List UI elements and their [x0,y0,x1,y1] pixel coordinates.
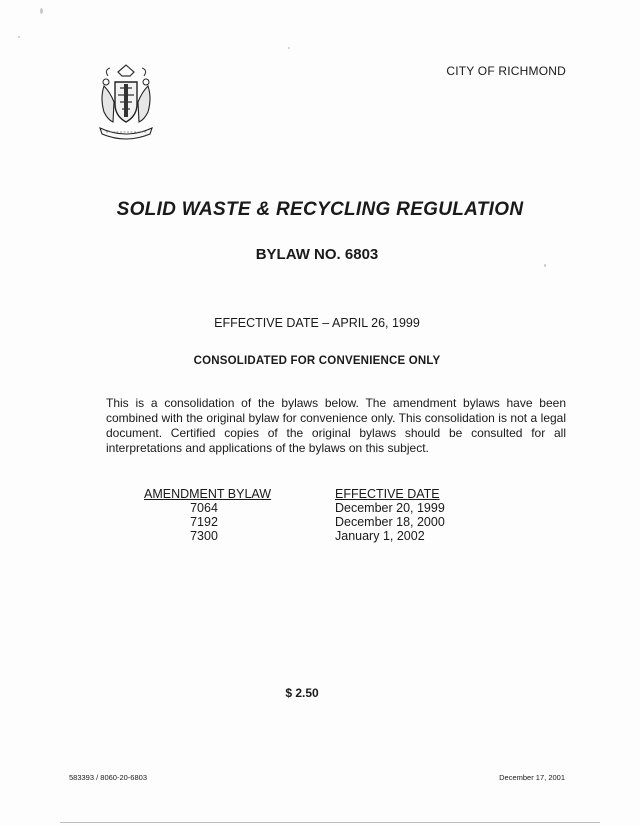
effective-date: EFFECTIVE DATE – APRIL 26, 1999 [214,316,420,330]
scan-speck [40,8,43,14]
effective-date-cell: December 18, 2000 [335,515,445,529]
amendment-bylaw-cell: 7064 [190,501,218,515]
scan-speck [544,264,546,267]
consolidated-note: CONSOLIDATED FOR CONVENIENCE ONLY [193,355,441,367]
amendment-bylaw-cell: 7300 [190,529,218,543]
footer-date: December 17, 2001 [499,773,565,782]
amendment-bylaw-list [144,501,264,543]
effective-date-cell: January 1, 2002 [335,529,425,543]
amendment-bylaw-header: AMENDMENT BYLAW [144,487,272,501]
amendment-bylaw-cell: 7192 [190,515,218,529]
document-title: SOLID WASTE & RECYCLING REGULATION [116,199,524,220]
bylaw-number: BYLAW NO. 6803 [255,246,379,263]
consolidation-paragraph: This is a consolidation of the bylaws below. The amendment bylaws have been combined with the original bylaw for convenience only. This consolidation is not a legal document. Certified copies of the original bylaws should be consulted for all interpretations and applications of the bylaws on this subject. [106,396,566,455]
effective-date-header: EFFECTIVE DATE [335,487,440,501]
document-price: $ 2.50 [285,686,319,700]
scan-speck [18,36,20,38]
scan-edge-line [60,822,600,823]
footer-doc-ref: 583393 / 8060-20-6803 [69,773,147,782]
effective-date-list [335,501,445,543]
city-crest-icon [96,62,156,142]
effective-date-cell: December 20, 1999 [335,501,445,515]
city-name: CITY OF RICHMOND [446,64,566,78]
scan-speck [288,47,290,49]
